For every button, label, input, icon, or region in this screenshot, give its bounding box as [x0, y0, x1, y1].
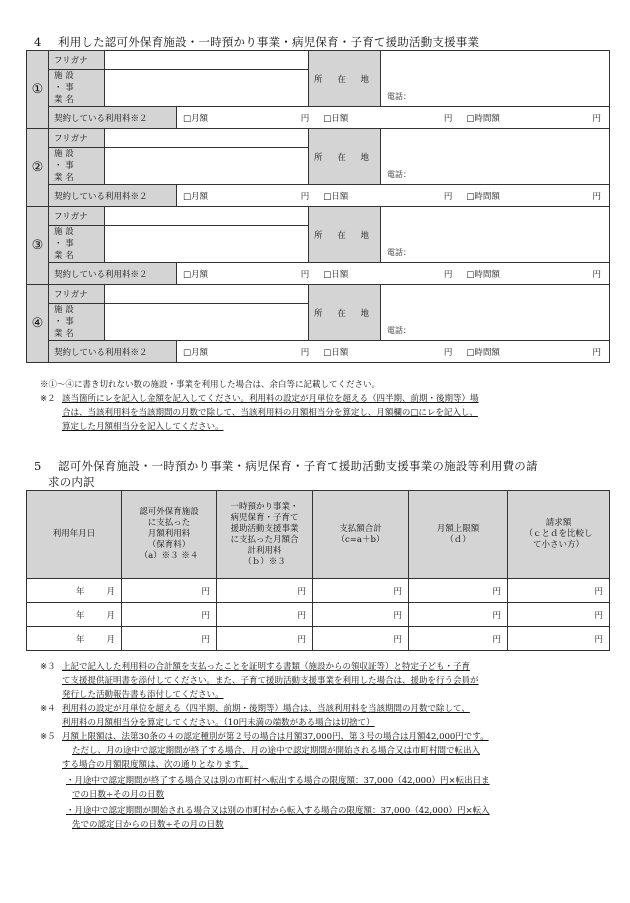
- total-input[interactable]: 円: [313, 627, 409, 651]
- total-input[interactable]: 円: [313, 603, 409, 627]
- facility-name-input[interactable]: [105, 148, 309, 185]
- furigana-input[interactable]: [105, 285, 309, 304]
- facility-number: ①: [27, 51, 49, 129]
- facility-block-3: [27, 207, 610, 226]
- usage-month-input[interactable]: 年 月: [27, 579, 122, 603]
- facility-number: ③: [27, 207, 49, 285]
- fee-label: 契約している利用料※２: [49, 263, 177, 285]
- col-temporary-fee: 一時預かり事業・ 病児保育・子育て 援助活動支援事業 に支払った月額合 計利用料 （ｂ）※３: [217, 491, 313, 579]
- note-5: ※５ 月額上限額は、法第30条の４の認定種別が第２号の場合は月額37,000円、第３号の場合は月額42,000円です。: [40, 732, 489, 742]
- facility-table: [26, 50, 610, 363]
- temporary-fee-input[interactable]: 円: [217, 603, 313, 627]
- facility-block-4: [27, 285, 610, 304]
- hourly-option[interactable]: □時間額 円: [466, 113, 601, 124]
- unlicensed-fee-input[interactable]: 円: [122, 627, 217, 651]
- claim-table: [26, 490, 610, 651]
- furigana-label: フリガナ: [49, 51, 105, 70]
- bullet-1: ・月途中で認定期間が終了する場合又は別の市町村へ転出する場合の限度額：37,000（42,000）円×転出日ま: [66, 776, 490, 786]
- temporary-fee-input[interactable]: 円: [217, 579, 313, 603]
- unlicensed-fee-input[interactable]: 円: [122, 603, 217, 627]
- claim-input[interactable]: 円: [508, 627, 610, 651]
- furigana-label: フリガナ: [49, 207, 105, 226]
- facility-name-label: 施 設 ・ 事 業 名: [49, 70, 105, 107]
- note-4: ※４ 利用料の設定が月単位を超える（四半期、前期・後期等）場合は、当該利用料を当該期間の月数で除して、: [40, 704, 470, 714]
- col-claim: 請求額 （ｃとｄを比較し て小さい方）: [508, 491, 610, 579]
- claim-input[interactable]: 円: [508, 579, 610, 603]
- facility-name-label: 施 設 ・ 事 業 名: [49, 304, 105, 341]
- limit-input[interactable]: 円: [409, 603, 508, 627]
- limit-input[interactable]: 円: [409, 579, 508, 603]
- col-unlicensed-fee: 認可外保育施設 に支払った 月額利用料 （保育料） （a）※３ ※４: [122, 491, 217, 579]
- fee-options[interactable]: [177, 263, 610, 285]
- address-input[interactable]: [381, 285, 610, 341]
- tel-label: 電話：: [387, 92, 411, 101]
- claim-row-1: [27, 579, 610, 603]
- address-label: 所 在 地: [309, 51, 381, 107]
- furigana-input[interactable]: [105, 129, 309, 148]
- daily-option[interactable]: □日額 円: [323, 269, 453, 280]
- facility-block-2: [27, 129, 610, 148]
- furigana-input[interactable]: [105, 207, 309, 226]
- total-input[interactable]: 円: [313, 579, 409, 603]
- address-input[interactable]: [381, 51, 610, 107]
- note-3: ※３ 上記で記入した利用料の合計額を支払ったことを証明する書類（施設からの領収証等）と特定子ども・子育: [40, 662, 471, 672]
- fee-options[interactable]: [177, 185, 610, 207]
- note-1: ※①～④に書き切れない数の施設・事業を利用した場合は、余白等に記載してください。: [40, 380, 381, 390]
- monthly-option[interactable]: □月額 円: [183, 347, 310, 358]
- address-label: 所 在 地: [309, 129, 381, 185]
- daily-option[interactable]: □日額 円: [323, 191, 453, 202]
- facility-name-label: 施 設 ・ 事 業 名: [49, 148, 105, 185]
- tel-label: 電話：: [387, 326, 411, 335]
- daily-option[interactable]: □日額 円: [323, 347, 453, 358]
- limit-input[interactable]: 円: [409, 627, 508, 651]
- monthly-option[interactable]: □月額 円: [183, 191, 310, 202]
- col-total: 支払額合計 （c=a＋b）: [313, 491, 409, 579]
- facility-number: ④: [27, 285, 49, 363]
- facility-name-input[interactable]: [105, 304, 309, 341]
- address-input[interactable]: [381, 129, 610, 185]
- claim-row-3: [27, 627, 610, 651]
- note-2: ※２ 該当箇所にレを記入し金額を記入してください。利用料の設定が月単位を超える（四半期、前期・後期等）場: [40, 394, 479, 404]
- col-usage-month: 利用年月日: [27, 491, 122, 579]
- facility-name-input[interactable]: [105, 226, 309, 263]
- fee-options[interactable]: [177, 341, 610, 363]
- furigana-input[interactable]: [105, 51, 309, 70]
- furigana-label: フリガナ: [49, 285, 105, 304]
- daily-option[interactable]: □日額 円: [323, 113, 453, 124]
- fee-label: 契約している利用料※２: [49, 185, 177, 207]
- fee-label: 契約している利用料※２: [49, 341, 177, 363]
- address-label: 所 在 地: [309, 207, 381, 263]
- section-5-title: 5 認可外保育施設・一時預かり事業・病児保育・子育て援助活動支援事業の施設等利用費の請 求の内訳: [34, 459, 538, 489]
- col-monthly-limit: 月額上限額 （ｄ）: [409, 491, 508, 579]
- section-4-title: 4 利用した認可外保育施設・一時預かり事業・病児保育・子育て援助活動支援事業: [34, 35, 480, 49]
- tel-label: 電話：: [387, 170, 411, 179]
- hourly-option[interactable]: □時間額 円: [466, 191, 601, 202]
- address-input[interactable]: [381, 207, 610, 263]
- usage-month-input[interactable]: 年 月: [27, 627, 122, 651]
- facility-number: ②: [27, 129, 49, 207]
- facility-block-1: [27, 51, 610, 70]
- monthly-option[interactable]: □月額 円: [183, 113, 310, 124]
- bullet-2: ・月途中で認定期間が開始される場合又は別の市町村から転入する場合の限度額：37,000（42,000）円×転入: [66, 806, 490, 816]
- tel-label: 電話：: [387, 248, 411, 257]
- address-label: 所 在 地: [309, 285, 381, 341]
- facility-name-input[interactable]: [105, 70, 309, 107]
- usage-month-input[interactable]: 年 月: [27, 603, 122, 627]
- unlicensed-fee-input[interactable]: 円: [122, 579, 217, 603]
- facility-name-label: 施 設 ・ 事 業 名: [49, 226, 105, 263]
- claim-row-2: [27, 603, 610, 627]
- fee-options[interactable]: [177, 107, 610, 129]
- claim-input[interactable]: 円: [508, 603, 610, 627]
- temporary-fee-input[interactable]: 円: [217, 627, 313, 651]
- section-4-notes: ※①～④に書き切れない数の施設・事業を利用した場合は、余白等に記載してください。 ※２ 該当箇所にレを記入し金額を記入してください。利用料の設定が月単位を超える（四半期、前期・後期等）場 合は、当該利用料を当該期間の月数で除して、当該利用料の月額相当分を算定し、月額欄の□にレを記入し、 算定した月額相当分を記入してください。: [40, 378, 620, 434]
- hourly-option[interactable]: □時間額 円: [466, 269, 601, 280]
- furigana-label: フリガナ: [49, 129, 105, 148]
- monthly-option[interactable]: □月額 円: [183, 269, 310, 280]
- hourly-option[interactable]: □時間額 円: [466, 347, 601, 358]
- section-5-notes: ※３ 上記で記入した利用料の合計額を支払ったことを証明する書類（施設からの領収証等）と特定子ども・子育 て支援提供証明書を添付してください。また、子育て援助活動支援事業を利用した場合は、援助を行う会員が 発行した活動報告書も添付してください。 ※４ 利用料の設定が月単位を超える（四半期、前期・後期等）場合は、当該利用料を当該期間の月数で除して、 利用料の月額相当分を算定してください。（10円未満の端数がある場合は切捨て） ※５ 月額上限額は、法第30条の４の認定種別が第２号の場合は月額37,000円、第３号の場合は月額42,000円です。 ただし、月の途中で認定期間が終了する場合、月の途中で認定期間が開始される場合又は市町村間で転出入 する場合の月額限度額は、次の通りとなります。 ・月途中で認定期間が終了する場合又は別の市町村へ転出する場合の限度額：37,000（42,000）円×転出日ま での日数÷その月の日数 ・月途中で認定期間が開始される場合又は別の市町村から転入する場合の限度額：37,000（42,000）円×転入 先での認定日からの日数÷その月の日数: [40, 660, 620, 832]
- fee-label: 契約している利用料※２: [49, 107, 177, 129]
